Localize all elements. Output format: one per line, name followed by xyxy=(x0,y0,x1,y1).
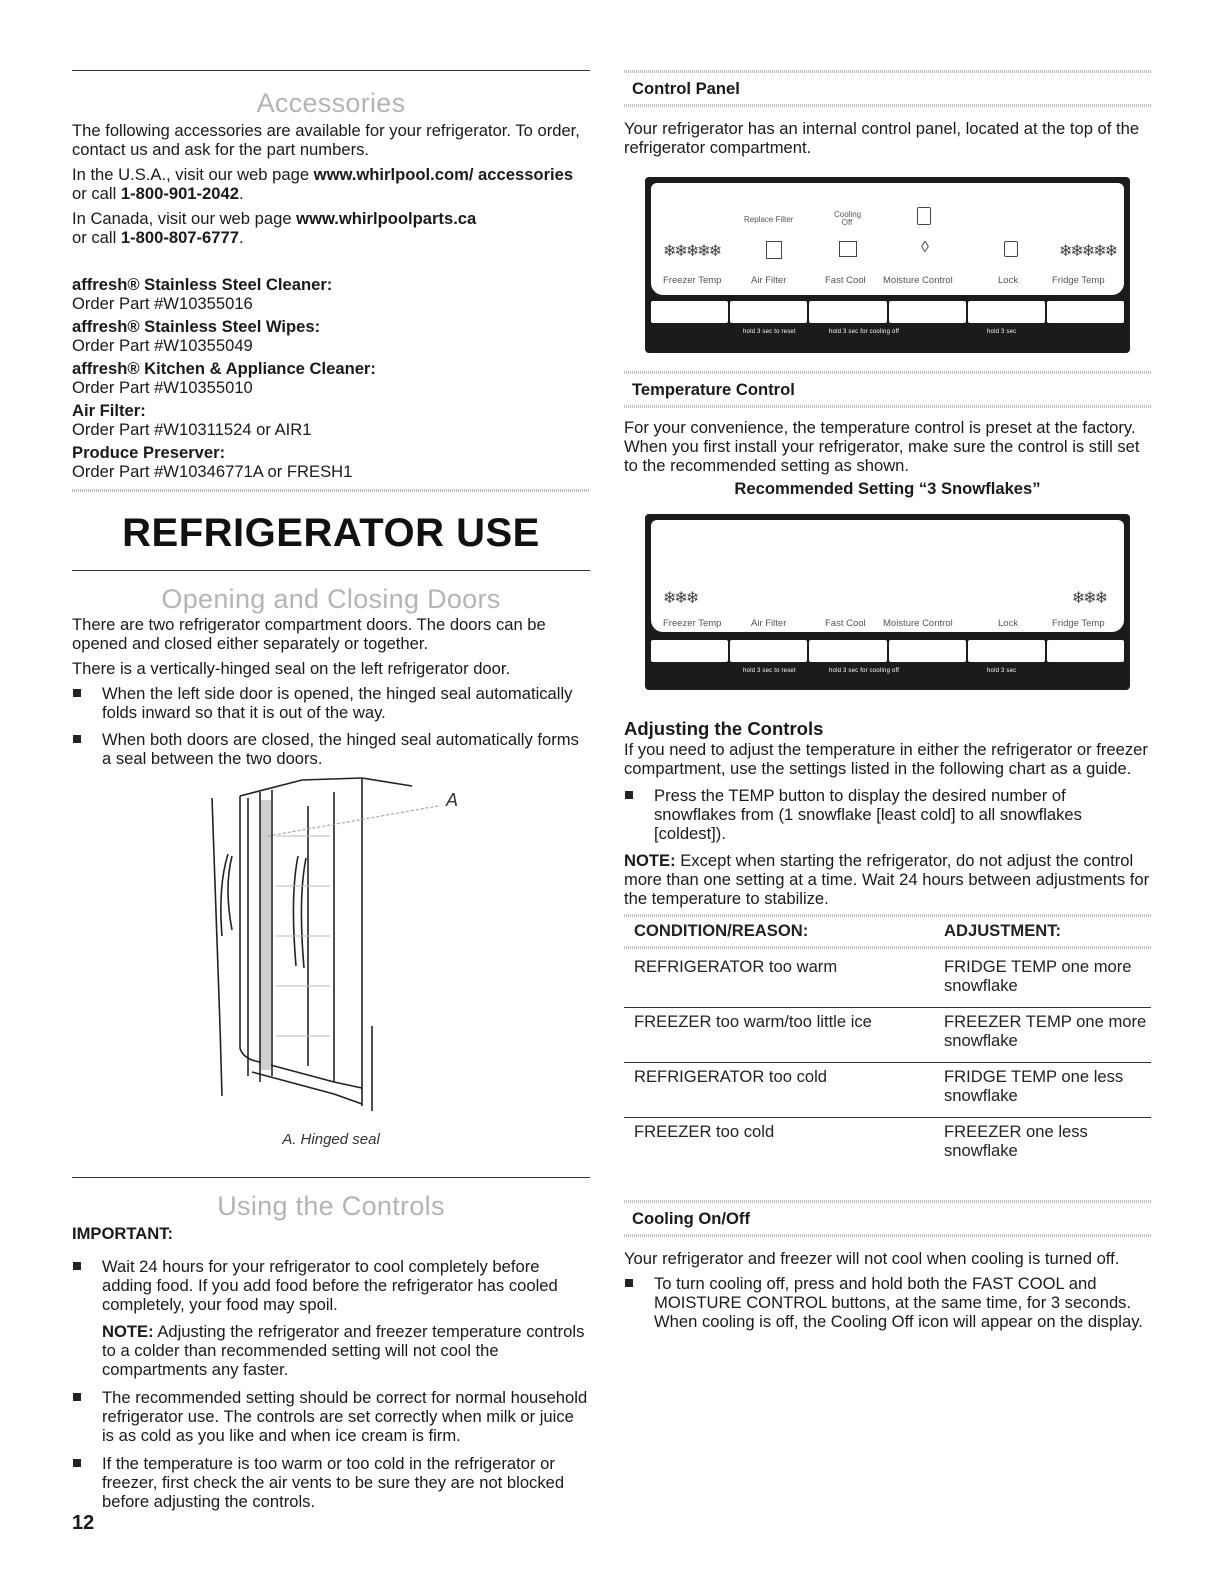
accessories-list xyxy=(72,275,590,481)
hint-hold: hold 3 sec xyxy=(987,668,1017,674)
table-cell-adjustment: FRIDGE TEMP one more snowflake xyxy=(944,957,1132,995)
hatch-divider xyxy=(624,1234,1151,1237)
controls-title: Using the Controls xyxy=(217,1191,445,1221)
fridge-temp-label: Fridge Temp xyxy=(1052,618,1105,629)
cooling-text: Your refrigerator and freezer will not cool when cooling is turned off. xyxy=(624,1249,1120,1268)
lock-button[interactable] xyxy=(968,640,1045,662)
moisture-control-button[interactable] xyxy=(889,640,966,662)
controls-bullet: The recommended setting should be correct for normal household refrigerator use. The controls are set correctly when milk or juice is as cold as you like and when ice cream is firm. xyxy=(72,1388,590,1445)
hint-reset: hold 3 sec to reset xyxy=(743,668,796,674)
table-cell-condition: REFRIGERATOR too cold xyxy=(624,1063,934,1118)
left-column xyxy=(72,70,590,1511)
accessory-name: affresh® Kitchen & Appliance Cleaner: xyxy=(72,359,376,378)
refrigerator-door-illustration xyxy=(72,776,590,1128)
accessory-item xyxy=(72,359,590,397)
freezer-temp-label: Freezer Temp xyxy=(663,618,722,629)
note-label: NOTE: xyxy=(102,1322,154,1341)
table-row xyxy=(624,1008,1151,1063)
table-row xyxy=(624,949,1151,1008)
fast-cool-label: Fast Cool xyxy=(825,618,866,629)
air-filter-label: Air Filter xyxy=(751,275,787,286)
table-cell-adjustment: FREEZER TEMP one more snowflake xyxy=(934,1008,1151,1063)
freezer-temp-button[interactable] xyxy=(651,301,728,323)
fridge-temp-button[interactable] xyxy=(1047,640,1124,662)
adjusting-note xyxy=(624,851,1151,908)
canada-mid: or call xyxy=(72,228,121,247)
usa-prefix: In the U.S.A., visit our web page xyxy=(72,165,314,184)
note-text: Adjusting the refrigerator and freezer temperature controls to a colder than recommended setting will not cool the compartments any faster. xyxy=(102,1322,585,1379)
cooling-title: Cooling On/Off xyxy=(632,1209,750,1228)
canada-phone: 1-800-807-6777 xyxy=(120,228,239,247)
section-rule xyxy=(72,570,590,571)
accessory-part: Order Part #W10355016 xyxy=(72,294,253,313)
callout-line xyxy=(268,806,438,836)
panel-button-row xyxy=(651,640,1124,662)
accessory-item xyxy=(72,443,590,481)
doors-title: Opening and Closing Doors xyxy=(161,584,501,614)
hatch-divider xyxy=(624,405,1151,408)
accessory-item xyxy=(72,401,590,439)
accessory-part: Order Part #W10311524 or AIR1 xyxy=(72,420,312,439)
important-label: IMPORTANT: xyxy=(72,1224,174,1243)
table-cell-adjustment: FREEZER one less snowflake xyxy=(934,1118,1151,1173)
hatch-divider xyxy=(72,489,590,492)
accessories-usa xyxy=(72,165,590,203)
accessories-title: Accessories xyxy=(256,88,406,118)
fast-cool-label: Fast Cool xyxy=(825,275,866,286)
freezer-temp-label: Freezer Temp xyxy=(663,275,722,286)
hint-cooling-off: hold 3 sec for cooling off xyxy=(829,668,900,674)
page-number: 12 xyxy=(72,1512,95,1534)
section-rule xyxy=(72,70,590,71)
accessories-canada xyxy=(72,209,590,247)
table-cell-condition: FREEZER too warm/too little ice xyxy=(624,1008,934,1063)
air-filter-label: Air Filter xyxy=(751,618,787,629)
recommended-setting: Recommended Setting “3 Snowflakes” xyxy=(734,479,1041,498)
usa-end: . xyxy=(238,184,244,203)
temperature-control-text: For your convenience, the temperature control is preset at the factory. When you first install your refrigerator, make sure the control is still set to the recommended setting as shown. xyxy=(624,418,1140,475)
freezer-snowflakes: ❄❄❄ xyxy=(663,590,698,607)
recommended-panel-display xyxy=(645,514,1130,690)
control-panel-title: Control Panel xyxy=(632,79,740,98)
hinged-seal xyxy=(261,800,271,1070)
section-rule xyxy=(72,1177,590,1178)
adjusting-text: If you need to adjust the temperature in either the refrigerator or freezer compartment, use the settings listed in the following chart as a guide. xyxy=(624,740,1148,778)
adjusting-bullet: Press the TEMP button to display the desired number of snowflakes from (1 snowflake [least cold] to all snowflakes [coldest]). xyxy=(624,786,1151,843)
accessory-name: affresh® Stainless Steel Wipes: xyxy=(72,317,321,336)
accessory-name: affresh® Stainless Steel Cleaner: xyxy=(72,275,333,294)
canada-end: . xyxy=(238,228,244,247)
fast-cool-button[interactable] xyxy=(809,640,886,662)
panel-button-row xyxy=(651,301,1124,323)
fast-cool-button[interactable] xyxy=(809,301,886,323)
fridge-snowflakes: ❄❄❄❄❄ xyxy=(1058,243,1116,260)
hatch-divider xyxy=(624,104,1151,107)
right-column xyxy=(624,70,1151,1331)
air-filter-button[interactable] xyxy=(730,301,807,323)
canada-prefix: In Canada, visit our web page xyxy=(72,209,297,228)
fridge-temp-label: Fridge Temp xyxy=(1052,275,1105,286)
table-header-row xyxy=(624,917,1151,946)
cooling-bullet: To turn cooling off, press and hold both the FAST COOL and MOISTURE CONTROL buttons, at the same time, for 3 seconds. When cooling is off, the Cooling Off icon will appear on the display. xyxy=(624,1274,1151,1331)
lock-icon xyxy=(1004,241,1018,257)
table-header-condition: CONDITION/REASON: xyxy=(634,921,809,940)
usa-phone: 1-800-901-2042 xyxy=(120,184,239,203)
hint-hold: hold 3 sec xyxy=(987,329,1017,335)
control-panel-display xyxy=(645,177,1130,353)
usa-mid: or call xyxy=(72,184,121,203)
hint-cooling-off: hold 3 sec for cooling off xyxy=(829,329,900,335)
doors-bullet: When the left side door is opened, the hinged seal automatically folds inward so that it is out of the way. xyxy=(72,684,590,722)
note-text: Except when starting the refrigerator, do not adjust the control more than one setting at a time. Wait 24 hours between adjustments for the temperature to stabilize. xyxy=(624,851,1150,908)
controls-bullet: Wait 24 hours for your refrigerator to cool completely before adding food. If you add food before the refrigerator has cooled completely, your food may spoil. xyxy=(72,1257,590,1314)
temperature-control-title: Temperature Control xyxy=(632,380,795,399)
table-cell-condition: REFRIGERATOR too warm xyxy=(634,957,838,976)
note-label: NOTE: xyxy=(624,851,676,870)
cooling-off-label: Cooling Off xyxy=(834,210,862,227)
panel-glass xyxy=(651,183,1124,295)
accessory-item xyxy=(72,275,590,313)
moisture-control-icon: ◊ xyxy=(921,239,929,256)
adjustment-table-body xyxy=(624,949,1151,1172)
controls-note xyxy=(72,1322,590,1379)
replace-filter-label: Replace Filter xyxy=(744,215,794,224)
panel-glass xyxy=(651,520,1124,632)
doors-bullet: When both doors are closed, the hinged seal automatically forms a seal between the two doors. xyxy=(72,730,590,768)
doors-p1: There are two refrigerator compartment doors. The doors can be opened and closed either separately or together. xyxy=(72,615,546,653)
fridge-temp-button[interactable] xyxy=(1047,301,1124,323)
hint-reset: hold 3 sec to reset xyxy=(743,329,796,335)
accessory-part: Order Part #W10355049 xyxy=(72,336,253,355)
hinged-seal-figure xyxy=(72,776,590,1128)
fridge-snowflakes: ❄❄❄ xyxy=(1071,590,1106,607)
refrigerator-use-title: REFRIGERATOR USE xyxy=(122,511,540,555)
accessory-item xyxy=(72,317,590,355)
lock-label: Lock xyxy=(998,275,1019,286)
accessory-name: Air Filter: xyxy=(72,401,146,420)
accessory-part: Order Part #W10346771A or FRESH1 xyxy=(72,462,353,481)
adjustment-table xyxy=(624,917,1151,946)
table-cell-condition: FREEZER too cold xyxy=(624,1118,934,1173)
lock-button[interactable] xyxy=(968,301,1045,323)
freezer-temp-button[interactable] xyxy=(651,640,728,662)
air-filter-icon xyxy=(766,241,782,259)
canada-link[interactable]: www.whirlpoolparts.ca xyxy=(296,209,477,228)
accessory-part: Order Part #W10355010 xyxy=(72,378,253,397)
doors-p2: There is a vertically-hinged seal on the left refrigerator door. xyxy=(72,659,511,678)
table-header-adjustment: ADJUSTMENT: xyxy=(944,921,1062,940)
cooling-off-icon xyxy=(917,207,931,225)
control-panel-text: Your refrigerator has an internal control panel, located at the top of the refrigerator compartment. xyxy=(624,119,1140,157)
moisture-control-label: Moisture Control xyxy=(883,618,953,629)
table-row xyxy=(624,1063,1151,1118)
table-cell-adjustment: FRIDGE TEMP one less snowflake xyxy=(934,1063,1151,1118)
fast-cool-icon xyxy=(839,241,857,257)
table-row xyxy=(624,1118,1151,1173)
figure-letter: A xyxy=(446,790,459,810)
controls-bullet: If the temperature is too warm or too cold in the refrigerator or freezer, first check the air vents to be sure they are not blocked before adjusting the controls. xyxy=(72,1454,590,1511)
freezer-snowflakes: ❄❄❄❄❄ xyxy=(663,243,721,260)
accessories-intro: The following accessories are available for your refrigerator. To order, contact us and ask for the part numbers. xyxy=(72,121,580,159)
usa-link[interactable]: www.whirlpool.com/ accessories xyxy=(313,165,574,184)
lock-label: Lock xyxy=(998,618,1019,629)
air-filter-button[interactable] xyxy=(730,640,807,662)
accessory-name: Produce Preserver: xyxy=(72,443,226,462)
moisture-control-label: Moisture Control xyxy=(883,275,953,286)
moisture-control-button[interactable] xyxy=(889,301,966,323)
adjusting-title: Adjusting the Controls xyxy=(624,718,824,739)
figure-caption: A. Hinged seal xyxy=(282,1131,380,1148)
